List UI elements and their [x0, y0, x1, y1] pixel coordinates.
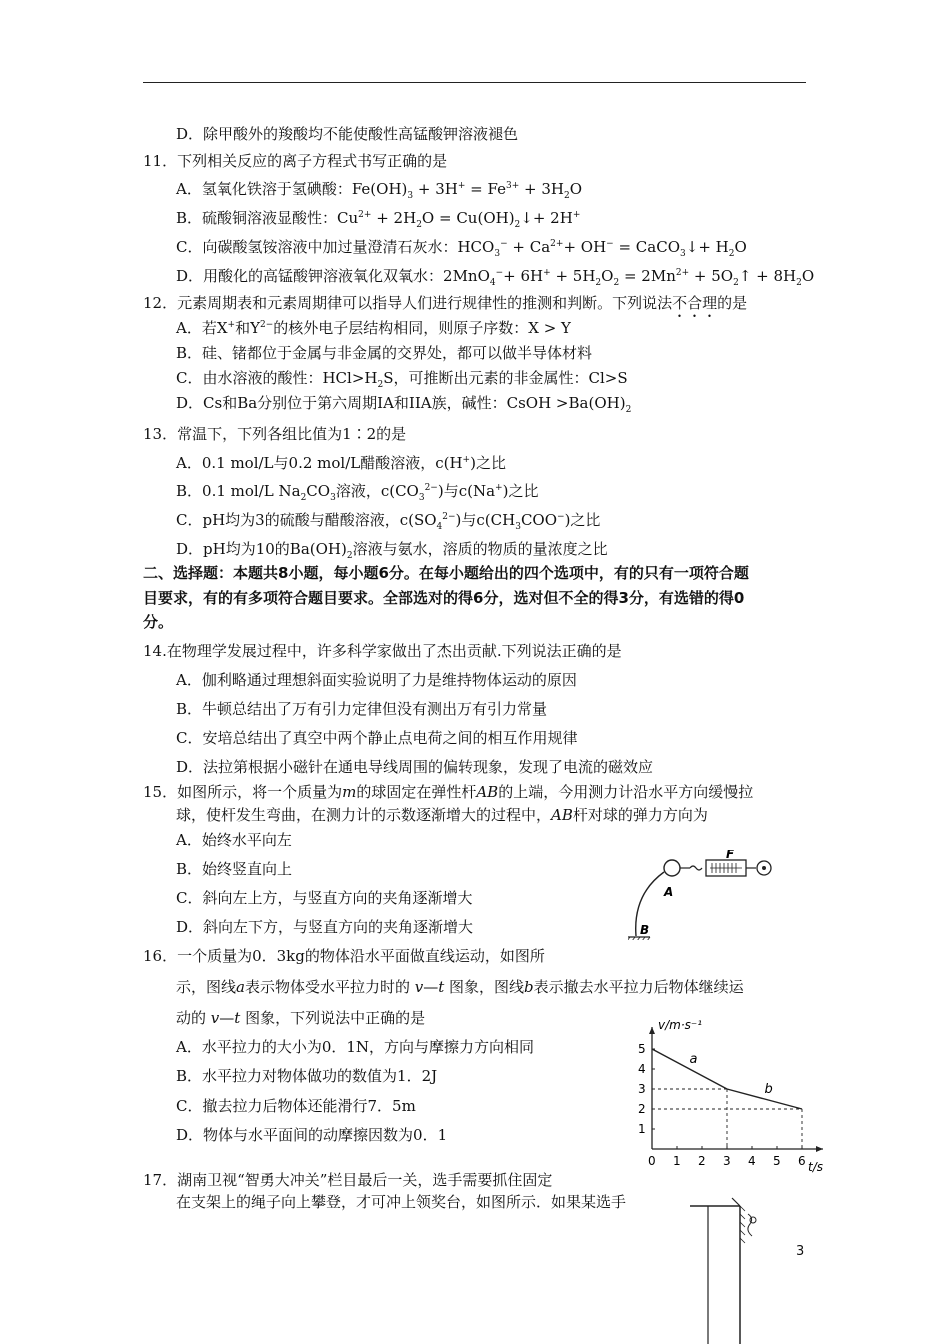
text-line-27: B．始终竖直向上: [176, 860, 293, 878]
header-rule: [143, 82, 806, 83]
x-tick-label-1: 1: [673, 1154, 681, 1168]
x-tick-label-2: 2: [698, 1154, 706, 1168]
text-line-12: A．0.1 mol/L与0.2 mol/L醋酸溶液，c(H+)之比: [176, 454, 506, 472]
label-B: B: [640, 923, 650, 937]
text-line-1: 11．下列相关反应的离子方程式书写正确的是: [143, 152, 448, 170]
text-line-34: B．水平拉力对物体做功的数值为1．2J: [176, 1067, 438, 1085]
x-tick-label-3: 3: [723, 1154, 731, 1168]
text-line-9: C．由水溶液的酸性：$HCl>H_2S$，可推断出元素的非金属性：Cl>S: [176, 369, 628, 390]
figure-17-rope-stand: [688, 1194, 758, 1344]
text-line-13: B．0.1 mol/L $Na_2CO_3$溶液，$c(CO_3^{2-})$与c(Na+)之比: [176, 482, 539, 503]
text-line-17: 目要求，有的有多项符合题目要求。全部选对的得6分，选对但不全的得3分，有选错的得0: [143, 589, 745, 607]
text-line-30: 16．一个质量为0．3kg的物体沿水平面做直线运动，如图所: [143, 947, 545, 965]
x-tick-label-5: 5: [773, 1154, 781, 1168]
series-label-a: a: [689, 1052, 698, 1067]
y-tick-label-4: 4: [638, 1062, 646, 1076]
chart-guides: [652, 1089, 802, 1149]
text-line-5: D．用酸化的高锰酸钾溶液氧化双氧水：$2MnO_4^-+ 6H^+ + 5H_2O_2 = 2Mn^{2+}$ + $5O_2↑ + 8H_2O$: [176, 267, 815, 288]
y-axis-arrow: [649, 1027, 655, 1034]
text-line-11: 13．常温下，下列各组比值为1∶2的是: [143, 425, 407, 443]
text-line-3: B．硫酸铜溶液显酸性：$Cu^{2+} + 2H_2O$ = $Cu(OH)_2↓+ 2H^+$: [176, 209, 581, 230]
text-line-20: A．伽利略通过理想斜面实验说明了力是维持物体运动的原因: [176, 671, 577, 689]
text-line-37: 17．湖南卫视“智勇大冲关”栏目最后一关，选手需要抓住固定: [143, 1171, 553, 1189]
text-line-0: D．除甲酸外的羧酸均不能使酸性高锰酸钾溶液褪色: [176, 125, 519, 143]
text-line-15: D．pH均为10的$Ba(OH)_2$溶液与氨水，溶质的物质的量浓度之比: [176, 540, 608, 561]
x-tick-label-0: 0: [648, 1154, 656, 1168]
chart-series: [652, 1049, 802, 1109]
text-line-23: D．法拉第根据小磁针在通电导线周围的偏转现象，发现了电流的磁效应: [176, 758, 654, 776]
text-line-18: 分。: [143, 613, 174, 631]
text-line-32: 动的 v—t 图象，下列说法中正确的是: [176, 1009, 426, 1027]
label-F: F: [726, 850, 735, 861]
text-line-22: C．安培总结出了真空中两个静止点电荷之间的相互作用规律: [176, 729, 578, 747]
text-line-4: C．向碳酸氢铵溶液中加过量澄清石灰水：$HCO_3^- + Ca^{2+}+ OH^-$ = CaCO$_3$↓+ $H_2O$: [176, 238, 747, 259]
text-line-21: B．牛顿总结出了万有引力定律但没有测出万有引力常量: [176, 700, 548, 718]
x-tick-label-4: 4: [748, 1154, 756, 1168]
page-number: 3: [796, 1244, 805, 1259]
text-line-28: C．斜向左上方，与竖直方向的夹角逐渐增大: [176, 889, 473, 907]
text-line-2: A．氢氧化铁溶于氢碘酸：$Fe(OH)_3 + 3H^+ = Fe^{3+} + 3H_2O$: [176, 180, 583, 201]
y-tick-label-2: 2: [638, 1102, 646, 1116]
label-A: A: [664, 885, 674, 899]
chart-axes: [649, 1027, 823, 1152]
text-line-19: 14.在物理学发展过程中，许多科学家做出了杰出贡献.下列说法正确的是: [143, 642, 622, 660]
figure-16-vt-chart: [628, 1013, 828, 1173]
x-axis-arrow: [816, 1146, 823, 1152]
text-line-6: 12．元素周期表和元素周期律可以指导人们进行规律性的推测和判断。下列说法不合理的是: [143, 294, 748, 312]
figure-15-rod-spring: [628, 850, 788, 940]
y-tick-label-5: 5: [638, 1042, 646, 1056]
x-tick-label-6: 6: [798, 1154, 806, 1168]
series-label-b: b: [764, 1082, 773, 1097]
text-line-31: 示，图线a表示物体受水平拉力时的 v—t 图象，图线b表示撤去水平拉力后物体继续运: [176, 978, 744, 996]
text-line-24: 15．如图所示，将一个质量为m的球固定在弹性杆AB的上端，今用测力计沿水平方向缓慢拉: [143, 783, 754, 801]
text-line-38: 在支架上的绳子向上攀登，才可冲上领奖台，如图所示．如果某选手: [176, 1193, 627, 1211]
text-line-36: D．物体与水平面间的动摩擦因数为0．1: [176, 1126, 448, 1144]
y-tick-label-1: 1: [638, 1122, 646, 1136]
chart-xlabel: t/s: [808, 1160, 823, 1173]
text-line-16: 二、选择题：本题共8小题，每小题6分。在每小题给出的四个选项中，有的只有一项符合题: [143, 564, 749, 582]
text-line-25: 球，使杆发生弯曲，在测力计的示数逐渐增大的过程中，AB杆对球的弹力方向为: [176, 806, 708, 824]
text-line-7: A．若X+和$Y^{2-}$的核外电子层结构相同，则原子序数：X > Y: [176, 319, 571, 337]
y-tick-label-3: 3: [638, 1082, 646, 1096]
text-line-14: C．pH均为3的硫酸与醋酸溶液，$c(SO_4^{2-})$与$c(CH_3COO^-)$之比: [176, 511, 601, 532]
text-line-35: C．撤去拉力后物体还能滑行7．5m: [176, 1097, 416, 1115]
text-line-33: A．水平拉力的大小为0．1N，方向与摩擦力方向相同: [176, 1038, 535, 1056]
text-line-10: D．Cs和Ba分别位于第六周期IA和IIA族，碱性：CsOH $>Ba(OH)_2$: [176, 394, 632, 415]
text-line-8: B．硅、锗都位于金属与非金属的交界处，都可以做半导体材料: [176, 344, 593, 362]
text-line-26: A．始终水平向左: [176, 831, 292, 849]
text-line-29: D．斜向左下方，与竖直方向的夹角逐渐增大: [176, 918, 474, 936]
chart-ylabel: v/m·s⁻¹: [658, 1018, 703, 1032]
